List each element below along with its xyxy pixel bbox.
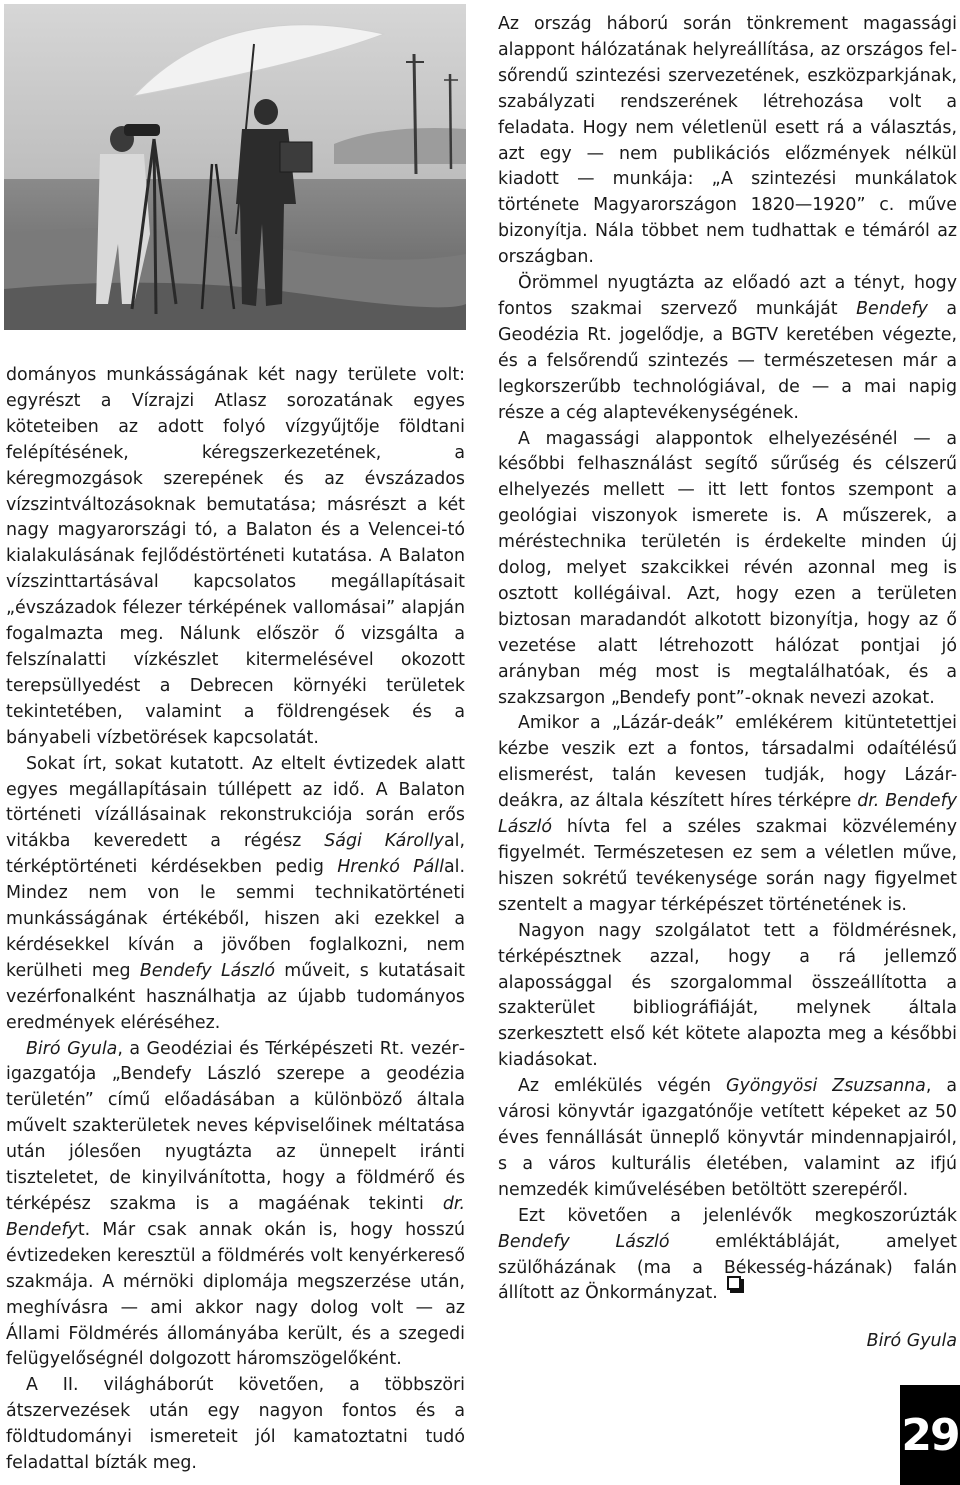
surveyors-photo-icon	[4, 4, 466, 330]
paragraph: A magassági alappontok elhelyezésénél — a későbbi felhasználást segítő sűrűség és célszerű elhelyezés mellett — itt lett fontos szempont a geológiai viszonyok ismerete is. A műszerek, a méréstechnika területén is érdekelte minden új dolog, melyet szakcikkei révén azonnal meg is osztott kollégáival. Azt, hogy ezen a területen biztosan maradandót alkotott bizonyítja, hogy az ő vezetése alatt létrehozott hálózat pontjai jó arányban még most is megtalálhatóak, és a szakzsargon „Bendefy pont”-oknak nevezi azokat.	[498, 428, 957, 708]
person-name: Bendefy	[856, 298, 928, 319]
paragraph: Az emlékülés végén Gyöngyösi Zsuzsanna, a városi könyvtár igazgatónője vetített képeket az 50 éves fennállását ünneplő könyvtár mindennapjairól, s a város kulturális életében, valamint az ifjú nemzedék kiművelésében betöltött szerepéről.	[498, 1076, 957, 1200]
paragraph: Az ország háború során tönkrement magassági alappont hálózatának helyreállítása, az országos felsőrendű szintezési szervezetének, eszközparkjának, szabályzati rendszerének létrehozása volt a feladata. Hogy nem véletlenül esett rá a választás, azt egy — nem publikációs előzmények nélkül kiadott — munkája: „A szintezési munkálatok története Magyarországon 1820—1920” c. műve bizonyítja. Nála többet nem tudhattak e témáról az országban.	[498, 14, 957, 268]
author-signature: Biró Gyula	[866, 1331, 957, 1352]
paragraph: Amikor a „Lázár-deák” emlékérem kitüntetettjei kézbe veszik ezt a fontos, társadalmi odaítélésű elismerést, talán kevesen tudják, hogy Lázár-deákra, az általa készített híres térképre dr. Bendefy László hívta fel a széles szakmai közvélemény figyelmét. Természetesen ez sem a véletlen műve, hiszen sokrétű tevékenysége során nagy figyelmet szentelt a magyar térképészet történetének is.	[498, 713, 957, 915]
surveyors-photo	[4, 4, 466, 330]
paragraph: Örömmel nyugtázta az előadó azt a tényt, hogy fontos szakmai szervező munkáját Bendefy a Geodézia Rt. jogelődje, a BGTV keretében végezte, és a felsőrendű szintezés — természetesen már a legkorszerűbb technológiával, de — a mai napig része a cég alaptevékenységének.	[498, 273, 958, 423]
person-name: Sági Károlly	[324, 831, 444, 852]
paragraph: Ezt követően a jelenlévők megkoszorúzták Bendefy László emléktábláját, amelyet szülőházának (ma a Békesség-házának) falán állított az Önkormányzat.	[498, 1205, 957, 1304]
person-name: Hrenkó Páll	[337, 857, 444, 878]
person-name: Biró Gyula	[26, 1038, 118, 1059]
page-number: 29	[900, 1385, 960, 1485]
right-text-column	[498, 12, 957, 1355]
paragraph: Sokat írt, sokat kutatott. Az eltelt évtizedek alatt egyes megállapításain túllépett az idő. A Balaton történeti vízállásainak rekonstrukciója során erős vitákba keveredett a régész Sági Károllyal, térképtörténeti kérdésekben pedig Hrenkó Pállal. Mindez nem von le semmi technikatörténeti munkásságának értékéből, hiszen aki ezekkel a kérdésekkel kíván a jövőben foglalkozni, nem kerülheti meg Bendefy László műveit, s kutatásait vezérfonalként használhatja az újabb tudományos eredmények eléréséhez.	[6, 753, 466, 1033]
person-name: Gyöngyösi Zsuzsanna	[726, 1076, 926, 1097]
person-name: Bendefy László	[498, 1231, 670, 1252]
end-of-article-square-icon	[727, 1276, 741, 1290]
left-text-column	[6, 363, 465, 1477]
person-name: Bendefy László	[139, 960, 275, 981]
paragraph: Biró Gyula, a Geodéziai és Térképészeti Rt. vezérigazgatója „Bendefy László szerepe a geodézia területén” című előadásában a különböző általa művelt szakterületek neves képviselőinek méltatása után jólesően nyugtázta az ünnepelt iránti tiszteletet, de kinyilvánította, hogy a földmérő és térképész szakma is a magáénak tekinti dr. Bendefyt. Már csak annak okán is, hogy hosszú évtizedeken keresztül a földmérés volt kenyérkereső szakmája. A mérnöki diplomája megszerzése után, meghívásra — ami akkor nagy dolog volt — az Állami Földmérés állományába került, és a szegedi felügyelőségnél dolgozott háromszögelőként.	[6, 1038, 465, 1370]
paragraph: dományos munkásságának két nagy területe volt: egyrészt a Vízrajzi Atlasz sorozatának egyes köteteiben az adott folyó vízgyűjtője földtani felépítésének, kéregszerkezetének, a kéregmozgások szerepének és az évszázados vízszintváltozásoknak bemutatása; másrészt a két nagy magyarországi tó, a Balaton és a Velencei-tó kialakulásának fejlődéstörténeti kutatása. A Balaton vízszinttartásával kapcsolatos megállapításait „évszázadok félezer térképének vallomásai” alapján fogalmazta meg. Nálunk először ő vizsgálta a felszínalatti vízkészlet kitermelésével okozott terepsüllyedést a Debrecen környéki területek tekintetében, valamint a földrengések és a bányabeli vízbetörések kapcsolatát.	[6, 365, 465, 748]
paragraph: Nagyon nagy szolgálatot tett a földmérésnek, térképésztnek azzal, hogy a rá jellemző alapossággal és szorgalommal összeállította a szakterület bibliográfiáját, melynek általa szerkesztett első két kötete alapozta meg a későbbi kiadásokat.	[498, 920, 957, 1071]
person-name: dr. Bendefy	[6, 1194, 465, 1240]
paragraph: A II. világháborút követően, a többszöri átszervezések után egy nagyon fontos és a földtudományi ismereteit jól kamatoztatni tudó feladattal bízták meg.	[6, 1375, 465, 1474]
person-name: dr. Bendefy László	[498, 791, 957, 838]
